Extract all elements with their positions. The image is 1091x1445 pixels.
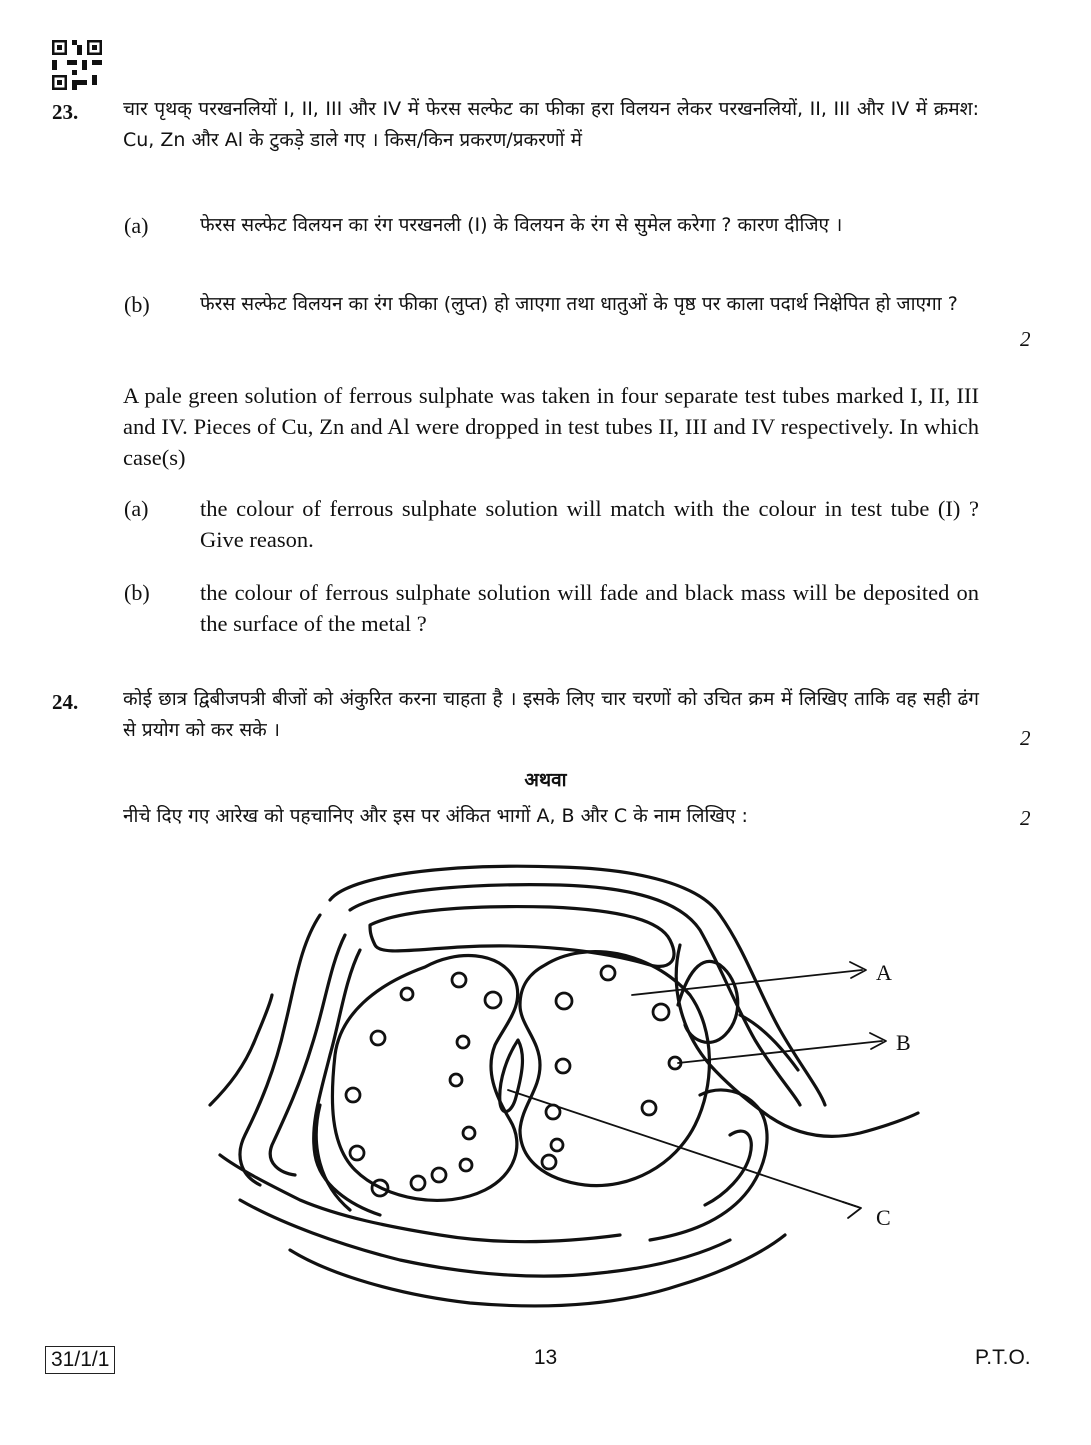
question-23-english-b-label: (b) [124, 580, 150, 605]
page-number: 13 [533, 1346, 558, 1369]
please-turn-over: P.T.O. [975, 1346, 1031, 1369]
epidermal-cell-outline [210, 995, 272, 1105]
chloroplast [653, 1004, 669, 1020]
stomatal-pore [500, 1040, 523, 1112]
diagram-label-b: B [896, 1030, 911, 1055]
chloroplast [542, 1155, 556, 1169]
diagram-label-a: A [876, 960, 892, 985]
question-23-marks: 2 [1020, 327, 1031, 351]
chloroplast [346, 1088, 360, 1102]
epidermal-cell-outline [650, 1090, 767, 1240]
chloroplast [411, 1176, 425, 1190]
chloroplast [457, 1036, 469, 1048]
chloroplast [460, 1159, 472, 1171]
chloroplast [432, 1168, 446, 1182]
question-23-hindi-b-label: (b) [124, 292, 150, 317]
diagram-label-c: C [876, 1205, 891, 1230]
qr-code-icon [52, 40, 102, 90]
chloroplast [551, 1139, 563, 1151]
question-24-marks: 2 [1020, 726, 1031, 750]
chloroplast [642, 1101, 656, 1115]
epidermal-cell-outline [678, 961, 738, 1042]
question-24-number: 24. [52, 690, 79, 714]
chloroplast [450, 1074, 462, 1086]
chloroplast [485, 992, 501, 1008]
paper-code: 31/1/1 [45, 1346, 115, 1374]
question-23-hindi-a-label: (a) [124, 213, 149, 238]
question-23-english-intro: A pale green solution of ferrous sulphate was taken in four separate test tubes marked I, II, III and IV. Pieces of Cu, Zn and Al were dropped in test tubes II, III and IV respectively. In which case(s) [123, 383, 979, 470]
question-23-english-b: the colour of ferrous sulphate solution will fade and black mass will be deposited on the surface of the metal ? [200, 580, 979, 636]
stomata-diagram [200, 855, 920, 1315]
arrowhead-c [843, 1202, 861, 1218]
epidermal-cell-outline [290, 1235, 785, 1306]
chloroplast [556, 993, 572, 1009]
question-24-hindi-text: कोई छात्र द्विबीजपत्री बीजों को अंकुरित करना चाहता है । इसके लिए चार चरणों को उचित क्रम में लिखिए ताकि वह सही ढंग से प्रयोग को कर सके । [123, 688, 979, 741]
chloroplast [452, 973, 466, 987]
chloroplast [601, 966, 615, 980]
question-23-hindi-intro: चार पृथक् परखनलियों I, II, III और IV में फेरस सल्फेट का फीका हरा विलयन लेकर परखनलियों, II, III और IV में क्रमश: Cu, Zn और Al के टुकड़े डाले गए । किस/किन प्रकरण/प्रकरणों में [123, 98, 979, 151]
question-23-english-a: the colour of ferrous sulphate solution will match with the colour in test tube (I) ? Give reason. [200, 496, 979, 552]
question-23-number: 23. [52, 100, 79, 124]
epidermal-cell-outline [330, 866, 825, 1105]
epidermal-cell-outline [350, 885, 800, 1105]
chloroplast [401, 988, 413, 1000]
chloroplast [371, 1031, 385, 1045]
guard-cell-right [520, 952, 709, 1186]
question-23-hindi-b: फेरस सल्फेट विलयन का रंग फीका (लुप्त) हो जाएगा तथा धातुओं के पृष्ठ पर काला पदार्थ निक्षेपित हो जाएगा ? [200, 293, 958, 315]
question-23-hindi-a: फेरस सल्फेट विलयन का रंग परखनली (I) के विलयन के रंग से सुमेल करेगा ? कारण दीजिए । [200, 214, 843, 236]
chloroplast [556, 1059, 570, 1073]
question-23-english-a-label: (a) [124, 496, 149, 521]
question-24-alternative-text: नीचे दिए गए आरेख को पहचानिए और इस पर अंकित भागों A, B और C के नाम लिखिए : [123, 805, 748, 827]
chloroplast [350, 1146, 364, 1160]
or-separator: अथवा [524, 769, 567, 791]
question-24-alternative-marks: 2 [1020, 806, 1031, 830]
chloroplast [463, 1127, 475, 1139]
